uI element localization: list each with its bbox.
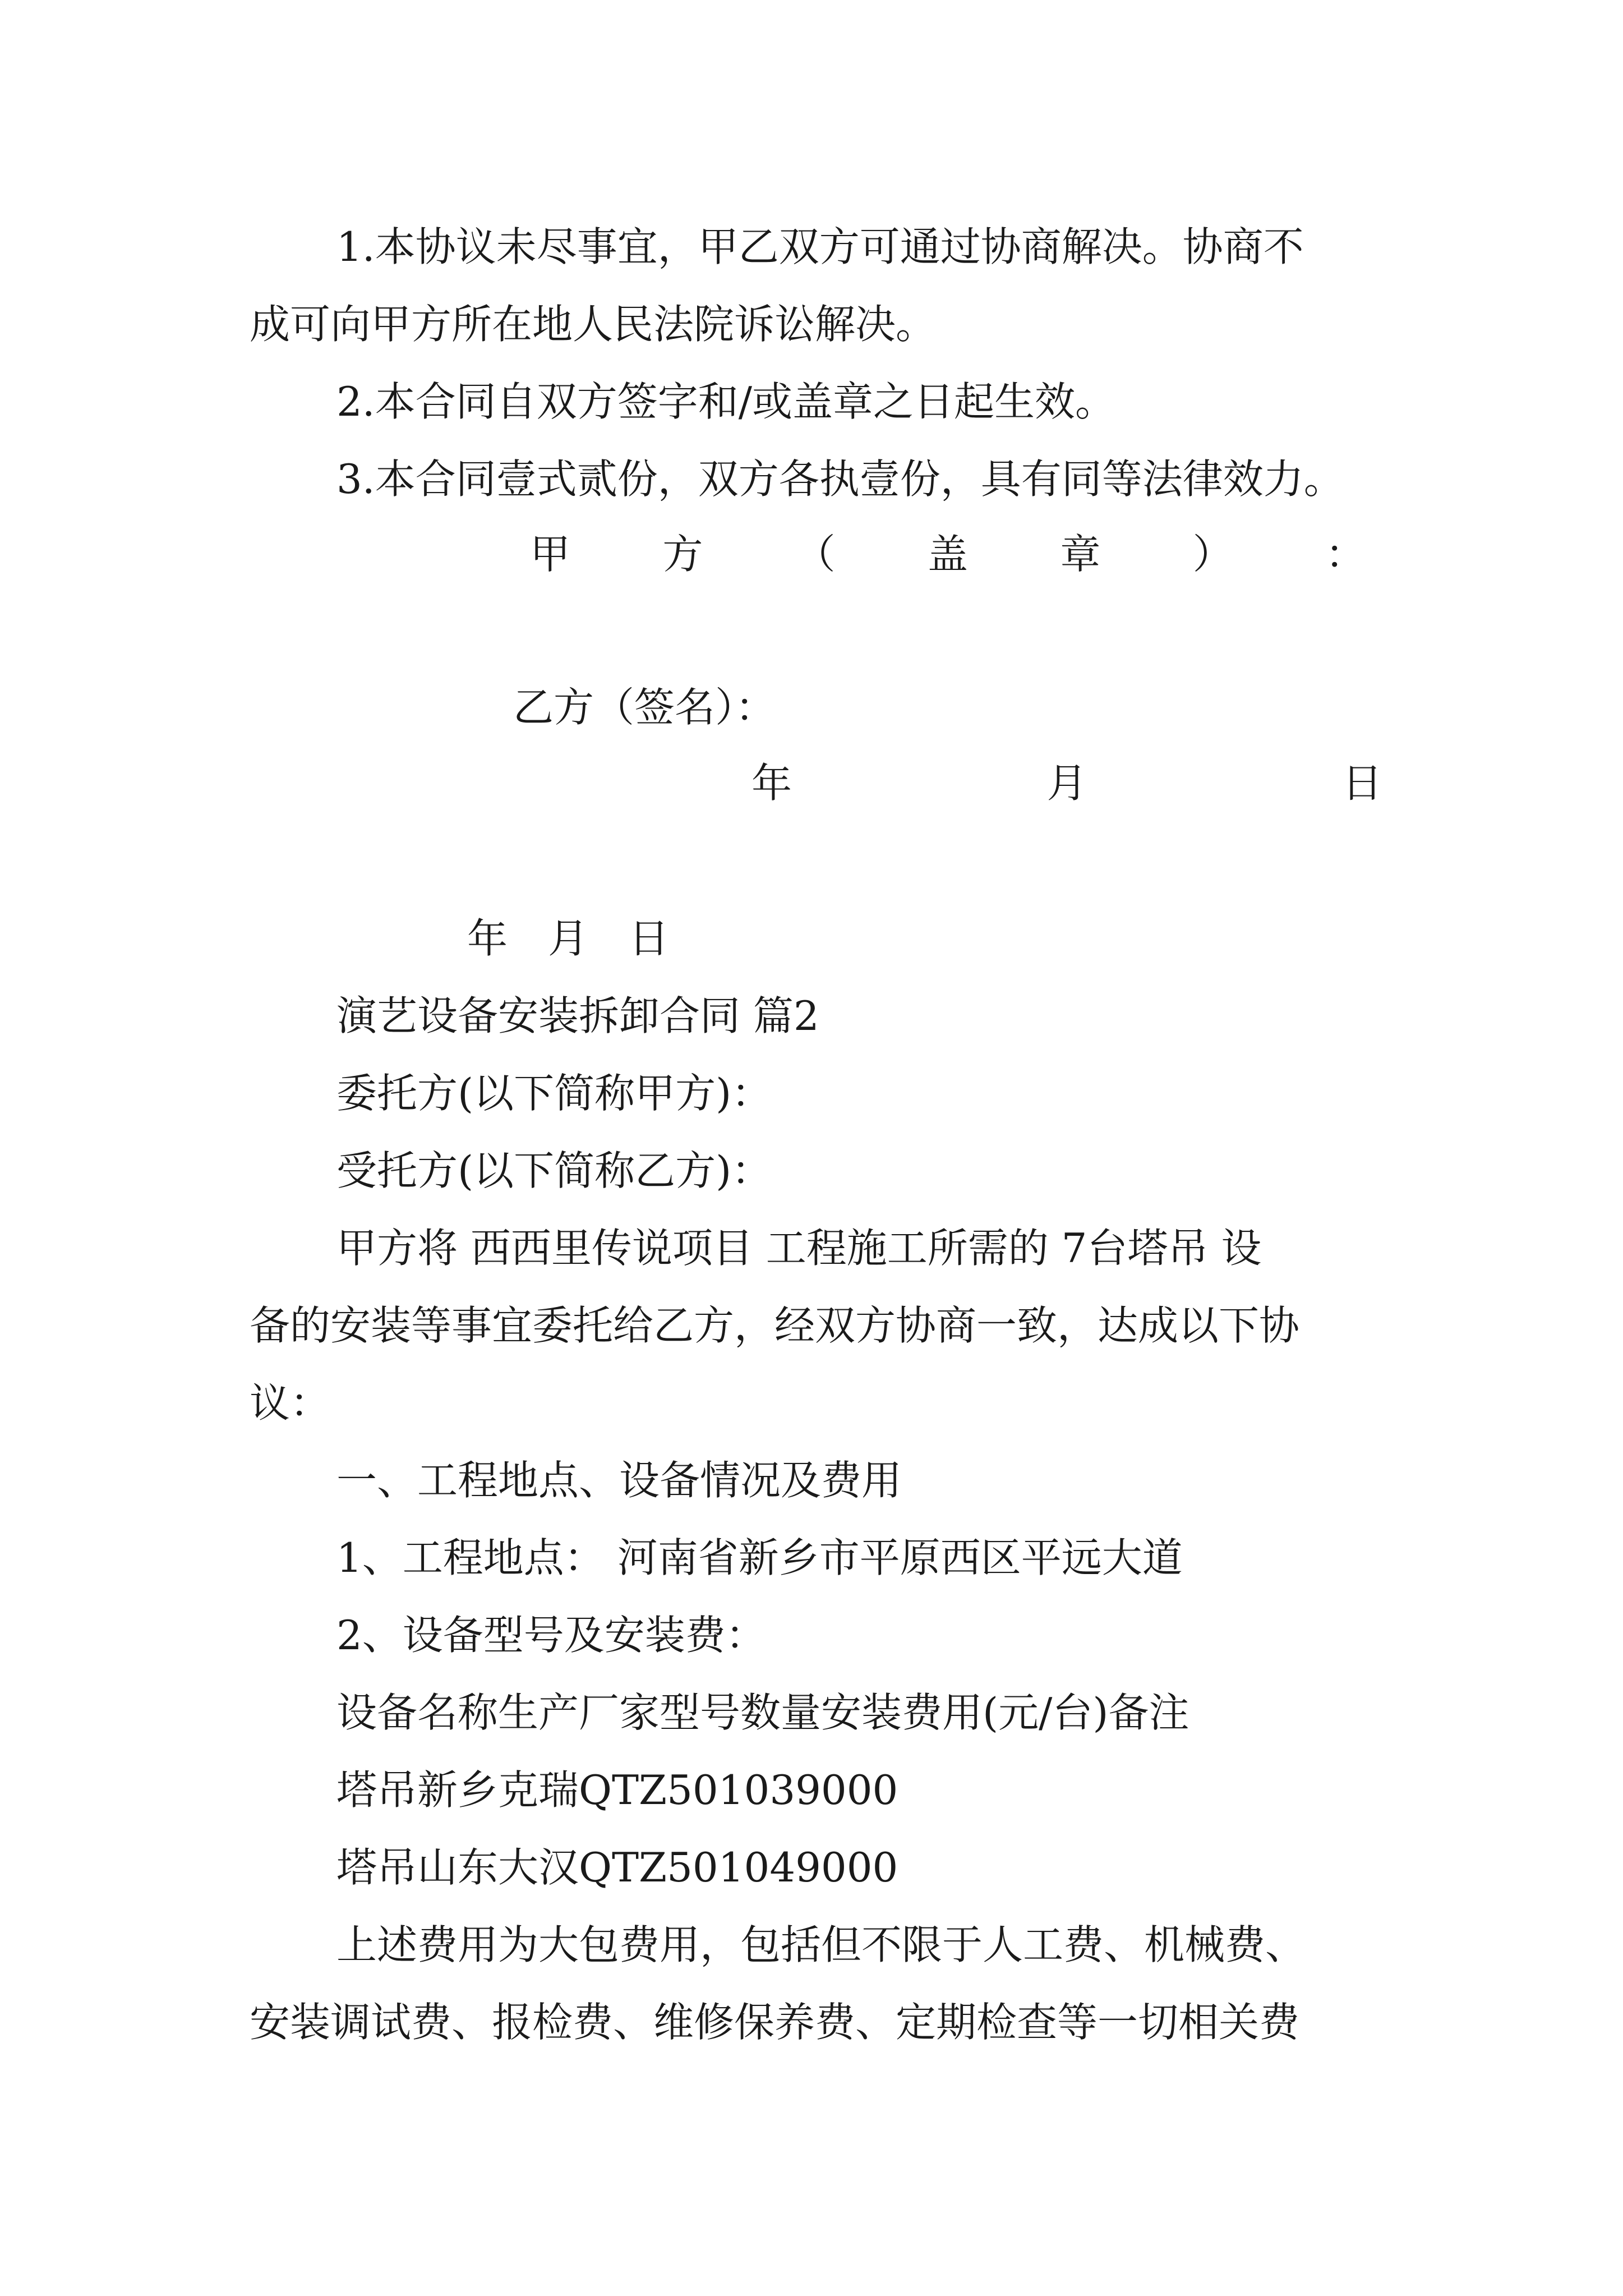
date-year: 年 xyxy=(751,760,792,807)
signature-a-char: ： xyxy=(1325,531,1366,578)
section-1-heading: 一、工程地点、设备情况及费用 xyxy=(336,1457,902,1504)
contract-2-title: 演艺设备安装拆卸合同 篇2 xyxy=(336,992,819,1039)
signature-a-char: 甲 xyxy=(530,531,571,578)
date-month: 月 xyxy=(1046,760,1087,807)
intro-line-2: 备的安装等事宜委托给乙方，经双方协商一致，达成以下协 xyxy=(250,1302,1300,1349)
equipment-row-1: 塔吊新乡克瑞QTZ501039000 xyxy=(336,1766,898,1814)
signature-a-char: ） xyxy=(1192,531,1233,578)
signature-a-char: 章 xyxy=(1060,531,1101,578)
date-line-b: 年 月 日 xyxy=(467,915,670,962)
signature-a-char: （ xyxy=(795,531,836,578)
fee-line-2: 安装调试费、报检费、维修保养费、定期检查等一切相关费 xyxy=(250,1999,1300,2046)
date-day: 日 xyxy=(1341,760,1382,807)
equipment-table-header: 设备名称生产厂家型号数量安装费用(元/台)备注 xyxy=(336,1689,1189,1736)
client-party: 委托方(以下简称甲方)： xyxy=(336,1070,772,1117)
intro-line-3: 议： xyxy=(250,1379,331,1427)
date-line-a xyxy=(751,756,1382,810)
clause-2: 2.本合同自双方签字和/或盖章之日起生效。 xyxy=(336,378,1115,425)
clause-3: 3.本合同壹式贰份，双方各执壹份，具有同等法律效力。 xyxy=(336,455,1344,503)
clause-1-line-1: 1.本协议未尽事宜，甲乙双方可通过协商解决。协商不 xyxy=(336,223,1304,270)
signature-a-char: 方 xyxy=(662,531,703,578)
signature-a-char: 盖 xyxy=(927,531,968,578)
fee-line-1: 上述费用为大包费用，包括但不限于人工费、机械费、 xyxy=(336,1921,1306,1968)
item-equipment-fees: 2、设备型号及安装费： xyxy=(336,1612,766,1659)
equipment-row-2: 塔吊山东大汉QTZ501049000 xyxy=(336,1844,898,1891)
signature-party-b: 乙方（签名）： xyxy=(513,684,776,731)
signature-party-a xyxy=(530,527,1366,581)
item-project-location: 1、工程地点： 河南省新乡市平原西区平远大道 xyxy=(336,1534,1183,1581)
clause-1-line-2: 成可向甲方所在地人民法院诉讼解决。 xyxy=(250,301,937,348)
contractor-party: 受托方(以下简称乙方)： xyxy=(336,1147,772,1194)
intro-line-1: 甲方将 西西里传说项目 工程施工所需的 7台塔吊 设 xyxy=(336,1225,1262,1272)
